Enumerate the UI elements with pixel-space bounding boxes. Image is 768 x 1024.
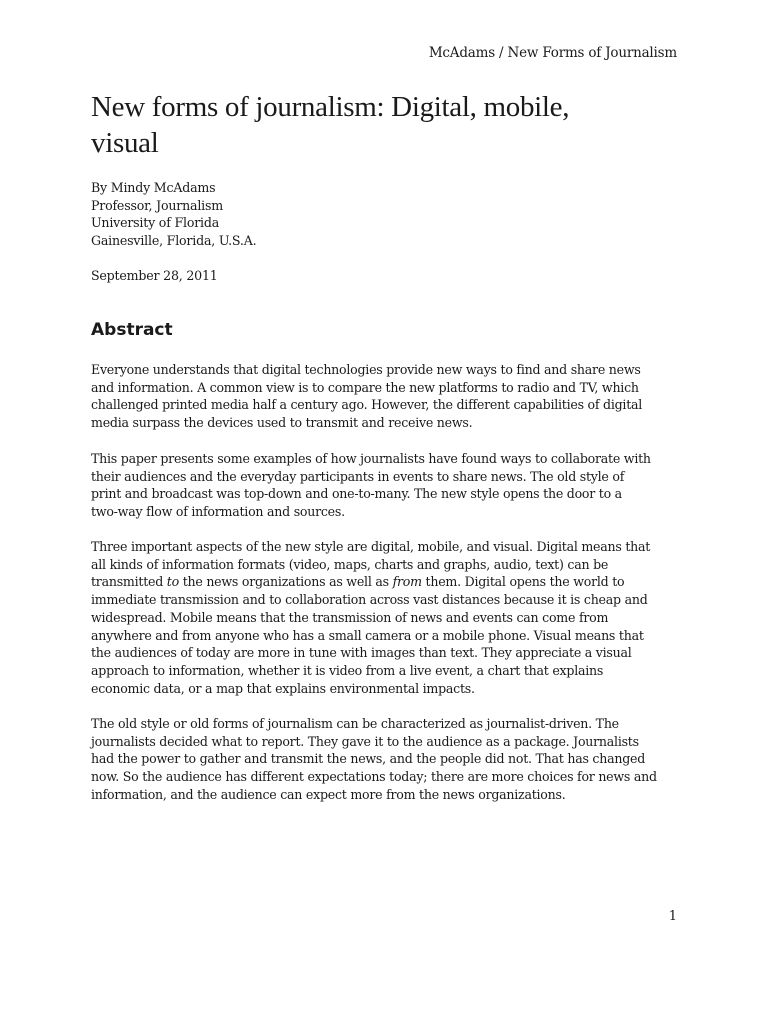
paragraph-line: now. So the audience has different expectations today; there are more choices for news and — [91, 769, 657, 785]
author-institution: University of Florida — [91, 215, 220, 231]
abstract-heading: Abstract — [91, 320, 173, 340]
paragraph-line: print and broadcast was top-down and one-to-many. The new style opens the door to a — [91, 486, 622, 502]
author-location: Gainesville, Florida, U.S.A. — [91, 232, 257, 248]
paragraph-line: Everyone understands that digital technologies provide new ways to find and share news — [91, 362, 641, 377]
abstract-paragraph-2 — [91, 450, 681, 521]
paragraph-line: anywhere and from anyone who has a small camera or a mobile phone. Visual means that — [91, 627, 644, 643]
line-text: transmitted — [91, 574, 167, 590]
paragraph-line: had the power to gather and transmit the news, and the people did not. That has changed — [91, 751, 646, 767]
title-line-2: visual — [91, 127, 159, 159]
running-header: McAdams / New Forms of Journalism — [428, 45, 677, 61]
line-text: the news organizations as well as — [178, 574, 393, 590]
abstract-paragraph-1 — [91, 361, 681, 432]
paragraph-line: widespread. Mobile means that the transmission of news and events can come from — [91, 609, 609, 625]
page-title — [91, 89, 691, 161]
paragraph-line: the audiences of today are more in tune with images than text. They appreciate a visual — [91, 645, 632, 661]
paragraph-line: information, and the audience can expect more from the news organizations. — [91, 786, 566, 802]
paragraph-line: This paper presents some examples of how journalists have found ways to collaborate with — [91, 451, 651, 466]
paragraph-line: immediate transmission and to collaboration across vast distances because it is cheap and — [91, 592, 648, 608]
paragraph-line: two-way flow of information and sources. — [91, 504, 345, 520]
byline — [91, 179, 256, 249]
paragraph-line: journalists decided what to report. They gave it to the audience as a package. Journalists — [91, 733, 639, 749]
paragraph-line: and information. A common view is to compare the new platforms to radio and TV, which — [91, 379, 639, 395]
author-position: Professor, Journalism — [91, 197, 223, 213]
line-text: them. Digital opens the world to — [421, 574, 625, 590]
paragraph-line: challenged printed media half a century ago. However, the different capabilities of digital — [91, 397, 643, 413]
paragraph-line — [91, 573, 681, 591]
paragraph-line: approach to information, whether it is video from a live event, a chart that explains — [91, 662, 604, 678]
abstract-paragraph-3 — [91, 538, 681, 697]
emphasis-from: from — [392, 574, 422, 590]
paragraph-line: The old style or old forms of journalism can be characterized as journalist-driven. The — [91, 716, 619, 731]
paragraph-line: their audiences and the everyday participants in events to share news. The old style of — [91, 468, 625, 484]
author-name: By Mindy McAdams — [91, 180, 216, 195]
emphasis-to: to — [166, 574, 179, 590]
publication-date: September 28, 2011 — [91, 268, 218, 283]
paragraph-line: media surpass the devices used to transmit and receive news. — [91, 415, 473, 431]
paragraph-line: all kinds of information formats (video, maps, charts and graphs, audio, text) can be — [91, 556, 609, 572]
page-number: 1 — [668, 909, 677, 924]
abstract-paragraph-4 — [91, 715, 681, 804]
title-line-1: New forms of journalism: Digital, mobile, — [91, 91, 570, 123]
paragraph-line: Three important aspects of the new style are digital, mobile, and visual. Digital means that — [91, 539, 651, 554]
paragraph-line: economic data, or a map that explains environmental impacts. — [91, 680, 475, 696]
